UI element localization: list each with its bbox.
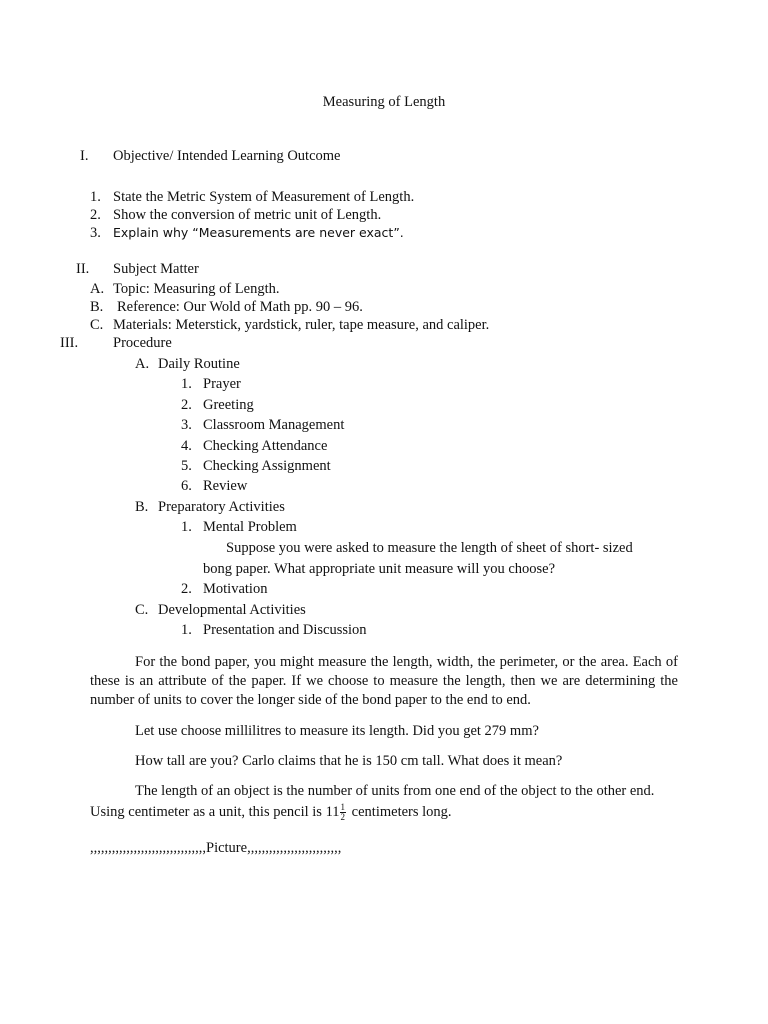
mental-problem-text: bong paper. What appropriate unit measure will you choose?: [203, 561, 556, 577]
subject-item: Materials: Meterstick, yardstick, ruler, tape measure, and caliper.: [113, 317, 490, 333]
procedure-letter: A.: [135, 356, 150, 372]
routine-number: 5.: [181, 458, 192, 474]
pencil-sentence-end: centimeters long.: [351, 804, 452, 820]
discussion-paragraph: The length of an object is the number of units from one end of the object to the other end.: [135, 783, 655, 799]
discussion-paragraph: For the bond paper, you might measure the length, width, the perimeter, or the area. Each of these is an attribute of the paper. If we choose to measure the length, then we are determining the number of units to cover the longer side of the bond paper to the end to end.: [90, 654, 678, 708]
document-title: Measuring of Length: [322, 94, 446, 110]
routine-item: Prayer: [203, 376, 241, 392]
preparatory-item: Mental Problem: [203, 519, 297, 535]
discussion-paragraph: How tall are you? Carlo claims that he is 150 cm tall. What does it mean?: [135, 753, 563, 769]
mental-problem-text: Suppose you were asked to measure the length of sheet of short- sized: [226, 540, 633, 556]
objective-item: Explain why “Measurements are never exact”.: [113, 225, 404, 240]
preparatory-number: 1.: [181, 519, 192, 535]
objective-number: 2.: [90, 207, 101, 223]
objective-number: 1.: [90, 189, 101, 205]
routine-item: Greeting: [203, 397, 254, 413]
procedure-heading-developmental: Developmental Activities: [158, 602, 306, 618]
preparatory-number: 2.: [181, 581, 192, 597]
picture-placeholder: ,,,,,,,,,,,,,,,,,,,,,,,,,,,,,,,,Picture,,,,,,,,,,,,,,,,,,,,,,,,,,: [90, 840, 342, 856]
objective-item: State the Metric System of Measurement of Length.: [113, 189, 415, 205]
fraction-denominator: 2: [340, 812, 346, 823]
procedure-heading-preparatory: Preparatory Activities: [158, 499, 285, 515]
developmental-number: 1.: [181, 622, 192, 638]
routine-number: 3.: [181, 417, 192, 433]
routine-number: 2.: [181, 397, 192, 413]
subject-letter: A.: [90, 281, 105, 297]
section-numeral-1: I.: [80, 148, 89, 164]
section-heading-subject-matter: Subject Matter: [113, 261, 199, 277]
objective-number: 3.: [90, 225, 101, 241]
preparatory-item: Motivation: [203, 581, 268, 597]
pencil-sentence-start: Using centimeter as a unit, this pencil is 11: [90, 804, 340, 820]
procedure-letter: B.: [135, 499, 149, 515]
fraction-numerator: 1: [340, 802, 346, 813]
procedure-heading-daily-routine: Daily Routine: [158, 356, 240, 372]
routine-number: 1.: [181, 376, 192, 392]
subject-item: Topic: Measuring of Length.: [113, 281, 280, 297]
subject-letter: C.: [90, 317, 104, 333]
section-heading-procedure: Procedure: [113, 335, 172, 351]
routine-item: Checking Assignment: [203, 458, 331, 474]
subject-item: Reference: Our Wold of Math pp. 90 – 96.: [117, 299, 363, 315]
developmental-item: Presentation and Discussion: [203, 622, 367, 638]
routine-number: 6.: [181, 478, 192, 494]
pencil-length-sentence: [90, 803, 452, 822]
section-heading-objective: Objective/ Intended Learning Outcome: [113, 148, 341, 164]
objective-item: Show the conversion of metric unit of Length.: [113, 207, 382, 223]
routine-item: Classroom Management: [203, 417, 345, 433]
section-numeral-3: III.: [60, 335, 79, 351]
fraction-one-half: [340, 803, 347, 822]
section-numeral-2: II.: [76, 261, 90, 277]
procedure-letter: C.: [135, 602, 149, 618]
discussion-paragraph: Let use choose millilitres to measure its length. Did you get 279 mm?: [135, 723, 539, 739]
routine-item: Checking Attendance: [203, 438, 328, 454]
routine-number: 4.: [181, 438, 192, 454]
subject-letter: B.: [90, 299, 104, 315]
routine-item: Review: [203, 478, 248, 494]
